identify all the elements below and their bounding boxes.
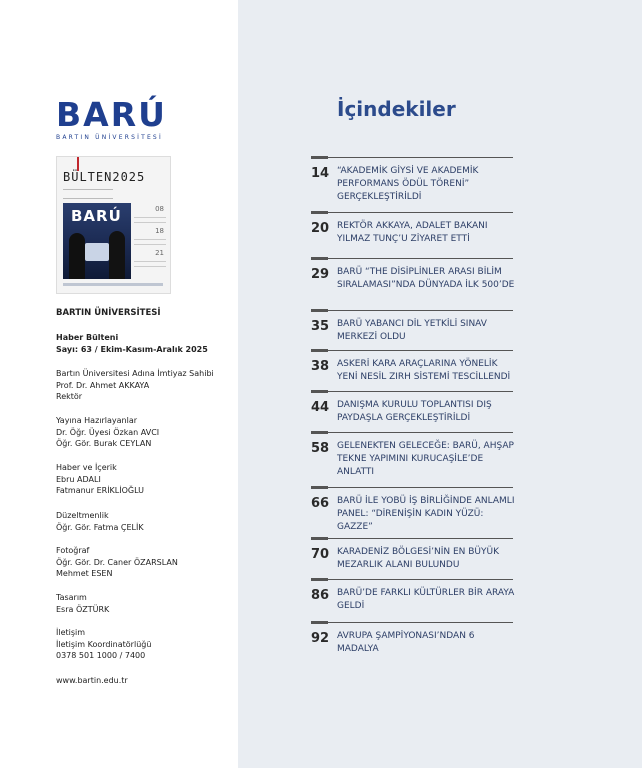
toc-item[interactable] — [311, 310, 513, 351]
credits-photo — [56, 545, 236, 580]
cover-text-lines — [63, 189, 113, 199]
cover-plaque — [85, 243, 109, 261]
toc-page-number: 38 — [311, 359, 330, 374]
toc-item-title: “AKADEMİK GİYSİ VE AKADEMİK PERFORMANS ÖDÜL TÖRENİ” GERÇEKLEŞTİRİLDİ — [337, 166, 479, 202]
credit-line: Fatmanur ERİKLİOĞLU — [56, 486, 145, 495]
toc-item-title: ASKERİ KARA ARAÇLARINA YÖNELİK YENİ NESİL ZIRH SİSTEMİ TESCİLLENDİ — [337, 359, 511, 382]
cover-page-number: 21 — [155, 249, 164, 257]
masthead-panel — [0, 0, 238, 768]
cover-page-number: 08 — [155, 205, 164, 213]
toc-item-title: DANIŞMA KURULU TOPLANTISI DIŞ PAYDAŞLA GERÇEKLEŞTİRİLDİ — [337, 400, 492, 423]
toc-item-title: KARADENİZ BÖLGESİ’NİN EN BÜYÜK MEZARLIK ALANI BULUNDU — [337, 547, 499, 570]
credit-line: Prof. Dr. Ahmet AKKAYA — [56, 380, 150, 390]
toc-item-title: BARÜ İLE YOBÜ İŞ BİRLİĞİNDE ANLAMLI PANEL: “DİRENİŞİN KADIN YÜZÜ: GAZZE” — [337, 496, 515, 532]
toc-item[interactable] — [311, 391, 513, 432]
toc-page-number: 20 — [311, 221, 330, 236]
logo-wordmark: BARÚ — [56, 95, 167, 134]
cover-title: BÜLTEN2025 — [63, 170, 146, 184]
credit-line: Mehmet ESEN — [56, 569, 113, 578]
toc-page-number: 29 — [311, 267, 330, 282]
toc-item[interactable] — [311, 157, 513, 206]
credit-line: Esra ÖZTÜRK — [56, 604, 110, 614]
toc-item-title: AVRUPA ŞAMPİYONASI’NDAN 6 MADALYA — [337, 631, 475, 654]
toc-item[interactable] — [311, 350, 513, 391]
credits-design — [56, 592, 236, 615]
toc-item[interactable] — [311, 579, 513, 620]
cover-footer-strip — [63, 283, 163, 286]
website-link[interactable]: www.bartin.edu.tr — [56, 676, 128, 685]
toc-item[interactable] — [311, 432, 513, 485]
toc-item[interactable] — [311, 538, 513, 579]
cover-photo-logo: BARÚ — [71, 207, 122, 225]
toc-item-title: REKTÖR AKKAYA, ADALET BAKANI YILMAZ TUNÇ’U ZİYARET ETTİ — [337, 221, 488, 244]
toc-item-title: BARÜ “THE DİSİPLİNLER ARASI BİLİM SIRALAMASI”NDA DÜNYADA İLK 500’DE — [337, 267, 515, 290]
baru-logo — [56, 95, 168, 141]
credit-heading: Bartın Üniversitesi Adına İmtiyaz Sahibi — [56, 369, 214, 378]
toc-page-number: 44 — [311, 400, 330, 415]
credit-heading: İletişim — [56, 628, 86, 637]
toc-item[interactable] — [311, 487, 513, 536]
cover-photo — [63, 203, 131, 279]
credits-editors — [56, 415, 236, 450]
university-name: BARTIN ÜNİVERSİTESİ — [56, 308, 161, 318]
credit-line: Dr. Öğr. Üyesi Özkan AVCI — [56, 427, 160, 437]
toc-page-number: 70 — [311, 547, 330, 562]
toc-item-title: GELENEKTEN GELECEĞE: BARÜ, AHŞAP TEKNE YAPIMINI KURUCAŞİLE’DE ANLATTI — [337, 441, 514, 477]
toc-page-number: 35 — [311, 319, 330, 334]
credit-heading: Haber ve İçerik — [56, 463, 117, 472]
credit-line: İletişim Koordinatörlüğü — [56, 639, 152, 649]
logo-subtitle: BARTIN ÜNİVERSİTESİ — [56, 134, 163, 141]
toc-page-number: 92 — [311, 631, 330, 646]
toc-page-number: 86 — [311, 588, 330, 603]
cover-page-caption — [134, 261, 166, 267]
toc-item-title: BARÜ YABANCI DİL YETKİLİ SINAV MERKEZİ OLDU — [337, 319, 487, 342]
issue-line: Sayı: 63 / Ekim-Kasım-Aralık 2025 — [56, 344, 208, 354]
toc-page-number: 66 — [311, 496, 330, 511]
credits-proofreading — [56, 510, 236, 533]
credit-heading: Yayına Hazırlayanlar — [56, 416, 138, 425]
credits-news — [56, 462, 236, 497]
bulletin-cover-thumbnail — [56, 156, 171, 294]
credit-line: 0378 501 1000 / 7400 — [56, 651, 146, 660]
toc-item[interactable] — [311, 212, 513, 253]
toc-title: İçindekiler — [337, 97, 456, 121]
credits-owner — [56, 368, 236, 403]
toc-page-number: 58 — [311, 441, 330, 456]
credit-line: Rektör — [56, 392, 83, 401]
credit-line: Ebru ADALI — [56, 474, 101, 484]
cover-page-caption — [134, 217, 166, 223]
toc-page-number: 14 — [311, 166, 330, 181]
cover-accent-bar — [77, 157, 79, 171]
credit-heading: Tasarım — [56, 593, 87, 602]
credit-line: Öğr. Gör. Dr. Caner ÖZARSLAN — [56, 557, 178, 567]
toc-item-title: BARÜ’DE FARKLI KÜLTÜRLER BİR ARAYA GELDİ — [337, 588, 515, 611]
cover-person-left — [69, 233, 85, 279]
credit-line: Öğr. Gör. Burak CEYLAN — [56, 439, 152, 448]
toc-item[interactable] — [311, 258, 513, 307]
bulletin-label: Haber Bülteni — [56, 333, 119, 342]
credits-contact — [56, 627, 236, 662]
toc-item[interactable] — [311, 622, 513, 663]
cover-page-caption — [134, 239, 166, 245]
credit-heading: Fotoğraf — [56, 546, 90, 555]
cover-page-number: 18 — [155, 227, 164, 235]
cover-person-right — [109, 231, 125, 279]
credit-line: Öğr. Gör. Fatma ÇELİK — [56, 522, 144, 532]
credit-heading: Düzeltmenlik — [56, 511, 109, 520]
issue-block — [56, 332, 236, 355]
